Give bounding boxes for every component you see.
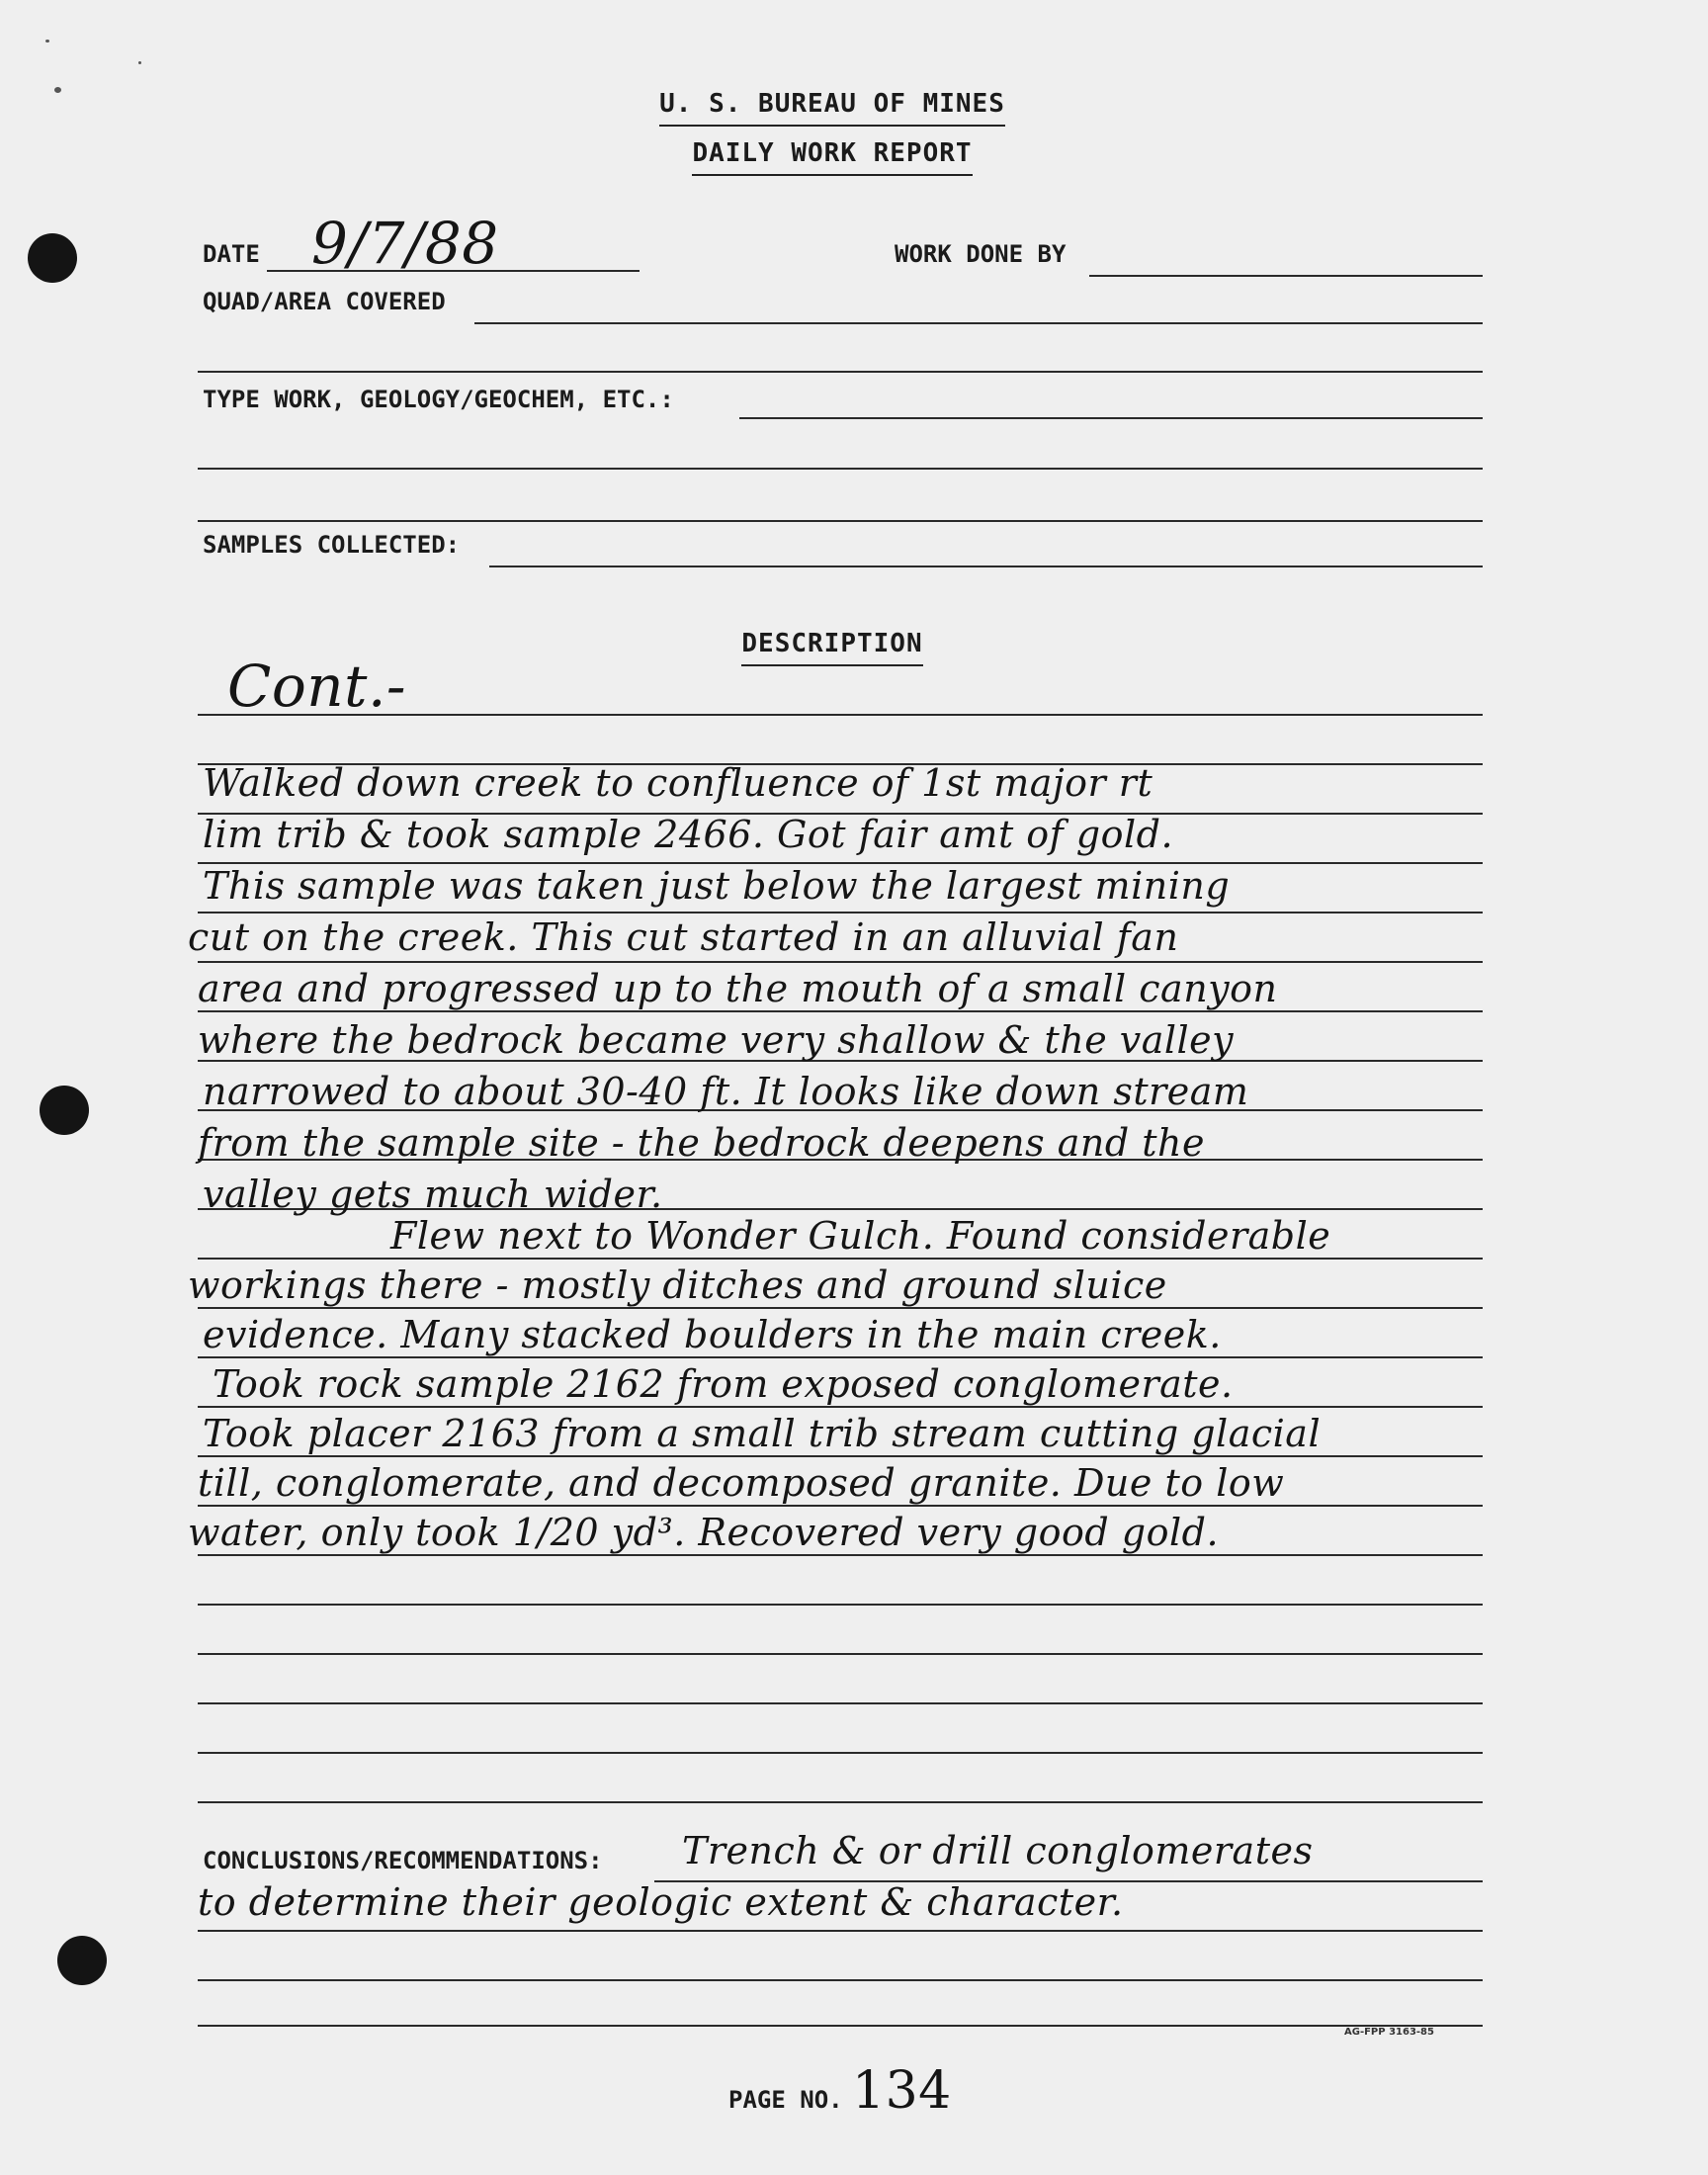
handwritten-line: where the bedrock became very shallow & the valley (198, 1018, 1235, 1062)
date-label: DATE (203, 240, 260, 268)
description-heading: DESCRIPTION (0, 629, 1665, 658)
handwritten-line: evidence. Many stacked boulders in the main creek. (203, 1313, 1222, 1356)
description-line (198, 1505, 1483, 1507)
handwritten-line: lim trib & took sample 2466. Got fair amt of gold. (203, 813, 1174, 856)
description-line (198, 1801, 1483, 1803)
description-line (198, 1010, 1483, 1012)
quad-area-line (474, 322, 1483, 324)
description-line (198, 961, 1483, 963)
date-value: 9/7/88 (311, 210, 499, 277)
page-number-label: PAGE NO. (728, 2086, 843, 2114)
binder-hole-top (28, 233, 77, 283)
binder-hole-bottom (57, 1936, 107, 1985)
conclusions-label: CONCLUSIONS/RECOMMENDATIONS: (203, 1847, 603, 1874)
description-line (198, 1554, 1483, 1556)
conclusions-line-4 (198, 2025, 1483, 2027)
description-line (198, 1258, 1483, 1260)
handwritten-line: workings there - mostly ditches and ground sluice (188, 1263, 1167, 1307)
type-work-line-2 (198, 468, 1483, 470)
handwritten-line: valley gets much wider. (203, 1173, 663, 1216)
description-line (198, 1406, 1483, 1408)
work-done-by-label: WORK DONE BY (895, 240, 1067, 268)
handwritten-line: area and progressed up to the mouth of a small canyon (198, 967, 1278, 1010)
handwritten-line: This sample was taken just below the largest mining (203, 864, 1231, 908)
type-work-line-3 (198, 520, 1483, 522)
handwritten-line: Took placer 2163 from a small trib stream cutting glacial (203, 1412, 1322, 1455)
work-done-by-line (1089, 275, 1483, 277)
description-line (198, 1604, 1483, 1606)
conclusions-line-3 (198, 1979, 1483, 1981)
handwritten-line: Flew next to Wonder Gulch. Found considerable (390, 1214, 1331, 1258)
paper-speck (45, 40, 49, 43)
description-line (198, 1455, 1483, 1457)
type-work-line (739, 417, 1483, 419)
samples-collected-line (489, 566, 1483, 567)
handwritten-line: narrowed to about 30-40 ft. It looks like down stream (203, 1070, 1249, 1113)
report-title: DAILY WORK REPORT (0, 138, 1665, 168)
description-line (198, 1752, 1483, 1754)
handwritten-line: Cont.- (227, 652, 406, 720)
description-line (198, 1307, 1483, 1309)
samples-collected-label: SAMPLES COLLECTED: (203, 531, 461, 559)
handwritten-line: Walked down creek to confluence of 1st major rt (203, 761, 1153, 805)
form-code: AG-FPP 3163-85 (1344, 2027, 1434, 2038)
handwritten-line: cut on the creek. This cut started in an alluvial fan (188, 915, 1179, 959)
handwritten-line: till, conglomerate, and decomposed granite. Due to low (198, 1461, 1285, 1505)
handwritten-line: Took rock sample 2162 from exposed conglomerate. (213, 1362, 1234, 1406)
description-line (198, 1653, 1483, 1655)
paper-speck (138, 61, 141, 64)
description-line (198, 1702, 1483, 1704)
quad-area-label: QUAD/AREA COVERED (203, 288, 446, 315)
handwritten-line: water, only took 1/20 yd³. Recovered very good gold. (188, 1511, 1220, 1554)
quad-area-line-2 (198, 371, 1483, 373)
binder-hole-middle (40, 1086, 89, 1135)
description-line (198, 912, 1483, 914)
conclusions-line-2 (198, 1930, 1483, 1932)
description-line (198, 1356, 1483, 1358)
conclusions-text-line-1: Trench & or drill conglomerates (682, 1829, 1314, 1872)
type-work-label: TYPE WORK, GEOLOGY/GEOCHEM, ETC.: (203, 386, 674, 413)
conclusions-text-line-2: to determine their geologic extent & character. (198, 1880, 1124, 1924)
handwritten-line: from the sample site - the bedrock deepens and the (198, 1121, 1205, 1165)
agency-title: U. S. BUREAU OF MINES (0, 89, 1665, 119)
page-number-value: 134 (852, 2061, 952, 2121)
